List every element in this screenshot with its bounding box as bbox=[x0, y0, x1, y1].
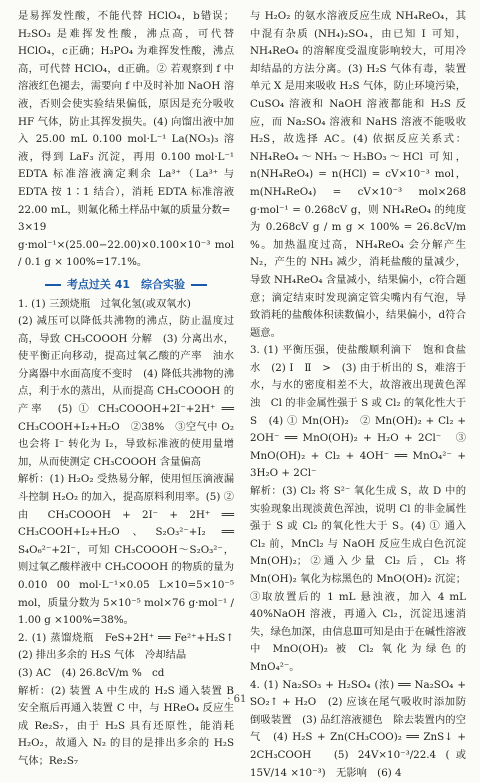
left-answer-1-1: 1. (1) 三颈烧瓶 过氧化氢(或双氧水) bbox=[18, 297, 191, 310]
title-bar-left bbox=[45, 284, 61, 286]
left-para-1: 是易挥发性酸，不能代替 HClO₄，b错误；H₂SO₃ 是难挥发性酸，沸点高，可代替 HClO₄，c正确；H₃PO₄ 为难挥发性酸，沸点高，可代替 HClO₄，d正确。② 若观察到 f 中溶液红色褪去，需要向 f 中及时补加 NaOH 溶液，否则会使实验结果偏低，原因是充分吸收 HF 气体，防止其挥发损失。(4) 向馏出液中加入 25.00 mL 0.100 mol·L⁻¹ La(NO₃)₃ 溶液，得到 LaF₃ 沉淀，再用 0.100 mol·L⁻¹ EDTA 标准溶液滴定剩余 La³⁺（La³⁺ 与 EDTA 按 1∶1 结合），消耗 EDTA 标准溶液 22.00 mL，则氟化稀土样品中氟的质量分数= bbox=[18, 10, 234, 216]
left-answer-2-2: (3) AC (4) 26.8cV/m % cd bbox=[18, 666, 165, 679]
left-analysis-1: 解析：(1) H₂O₂ 受热易分解，使用恒压滴液漏斗控制 H₂O₂ 的加入，提高原料利用率。(5) ② 由 CH₃COOOH + 2I⁻ + 2H⁺ ══ CH₃COOH+I₂+H₂O、S₂O₃²⁻+I₂ ══ S₄O₆²⁻+2I⁻，可知 CH₃COOOH～S₂O₃²⁻，则过氧乙酸样液中 CH₃COOOH 的物质的量为 0.010 00 mol·L⁻¹×0.05 L×10=5×10⁻⁵ mol，质量分数为 5×10⁻⁵ mol×76 g·mol⁻¹ / 1.00 g ×100%=38%。 bbox=[18, 473, 234, 627]
right-answer-4: 4. (1) Na₂SO₃ + H₂SO₄ (浓) ══ Na₂SO₄ + SO₂↑ + H₂O (2) 应该在尾气吸收时添加防倒吸装置 (3) 品红溶液褪色 除去装置内的空气 (4) H₂S + Zn(CH₃COO)₂ ══ ZnS↓ + 2CH₃COOH (5) 24V×10⁻³/22.4 (或 15V/14 ×10⁻³) 无影响 (6) 4 bbox=[250, 678, 466, 779]
left-answer-1-2: (2) 减压可以降低共沸物的沸点，防止温度过高，导致 CH₃COOOH 分解 (3) 分离出水，使平衡正向移动，提高过氧乙酸的产率 油水分离器中水面高度不变时 (4) 降低共沸物的沸点，利于水的蒸出，从而提高 CH₃COOOH 的产率 (5) ① CH₃COOOH+2I⁻+2H⁺ ══ CH₃COOH+I₂+H₂O ②38% ③空气中 O₂ 也会将 I⁻ 转化为 I₂，导致标准液的使用量增加，从而使测定 CH₃COOOH 含量偏高 bbox=[18, 315, 234, 468]
right-answer-3: 3. (1) 平衡压强，使盐酸顺利滴下 饱和食盐水 (2) Ⅰ Ⅱ > (3) 由于析出的 S，难溶于水，与水的密度相差不大，故溶液出现黄色浑浊 Cl 的非金属性强于 S 或 Cl₂ 的氧化性大于 S (4) ① Mn(OH)₂ ② Mn(OH)₂ + Cl₂ + 2OH⁻ ══ MnO(OH)₂ + H₂O + 2Cl⁻ ③ MnO(OH)₂ + Cl₂ + 4OH⁻ ══ MnO₄²⁻ + 3H₂O + 2Cl⁻ bbox=[250, 344, 466, 480]
right-column bbox=[250, 8, 466, 782]
section-title-text: 考点过关 41 综合实验 bbox=[66, 277, 186, 291]
title-bar-right bbox=[191, 284, 207, 286]
left-formula-line: 3×19 g·mol⁻¹×(25.00−22.00)×0.100×10⁻³ mol / 0.1 g × 100%=17.1%。 bbox=[18, 221, 234, 269]
right-analysis-3: 解析：(3) Cl₂ 将 S²⁻ 氧化生成 S，故 D 中的实验现象出现淡黄色浑浊，说明 Cl 的非金属性强于 S 或 Cl₂ 的氧化性大于 S。(4) ① 通入 Cl₂ 前，MnCl₂ 与 NaOH 反应生成白色沉淀 Mn(OH)₂；②通入少量 Cl₂ 后，Cl₂ 将 Mn(OH)₂ 氧化为棕黑色的 MnO(OH)₂ 沉淀；③取放置后的 1 mL 悬浊液，加入 4 mL 40%NaOH 溶液，再通入 Cl₂，沉淀迅速消失，绿色加深，由信息Ⅲ可知是由于在碱性溶液中 MnO(OH)₂ 被 Cl₂ 氧化为绿色的 MnO₄²⁻。 bbox=[250, 485, 466, 673]
left-answer-2-1: 2. (1) 蒸馏烧瓶 FeS+2H⁺ ══ Fe²⁺+H₂S↑ (2) 排出多余的 H₂S 气体 冷却结晶 bbox=[18, 631, 245, 662]
right-para-1: 与 H₂O₂ 的氨水溶液反应生成 NH₄ReO₄，其中混有杂质 (NH₄)₂SO₄，由已知 Ⅰ 可知，NH₄ReO₄ 的溶解度受温度影响较大，可用冷却结晶的方法分离。(3) H₂S 气体有毒，装置单元 X 是用来吸收 H₂S 气体，防止环境污染，CuSO₄ 溶液和 NaOH 溶液都能和 H₂S 反应，而 Na₂SO₄ 溶液和 NaHS 溶液不能吸收 H₂S，故选择 AC。(4) 依据反应关系式：NH₄ReO₄～NH₃～H₃BO₃～HCl 可知，n(NH₄ReO₄) = n(HCl) = cV×10⁻³ mol，m(NH₄ReO₄) = cV×10⁻³ mol×268 g·mol⁻¹ = 0.268cV g，则 NH₄ReO₄ 的纯度为 0.268cV g / m g × 100% = 26.8cV/m %。加热温度过高，NH₄ReO₄ 会分解产生 N₂，产生的 NH₃ 减少，消耗盐酸的量减少，导致 NH₄ReO₄ 含量减小，结果偏小，c符合题意；滴定结束时发现滴定管尖嘴内有气泡，导致消耗的盐酸体积读数偏小，结果偏小，d符合题意。 bbox=[250, 10, 466, 339]
left-analysis-2: 解析：(2) 装置 A 中生成的 H₂S 通入装置 B 安全瓶后再通入装置 C 中，与 HReO₄ 反应生成 Re₂S₇，由于 H₂S 具有还原性，能消耗 H₂O₂，故通入 N₂ 的目的是排出多余的 H₂S 气体；Re₂S₇ bbox=[18, 684, 234, 767]
section-title bbox=[18, 276, 234, 294]
page-number: · 61 · bbox=[227, 694, 253, 705]
